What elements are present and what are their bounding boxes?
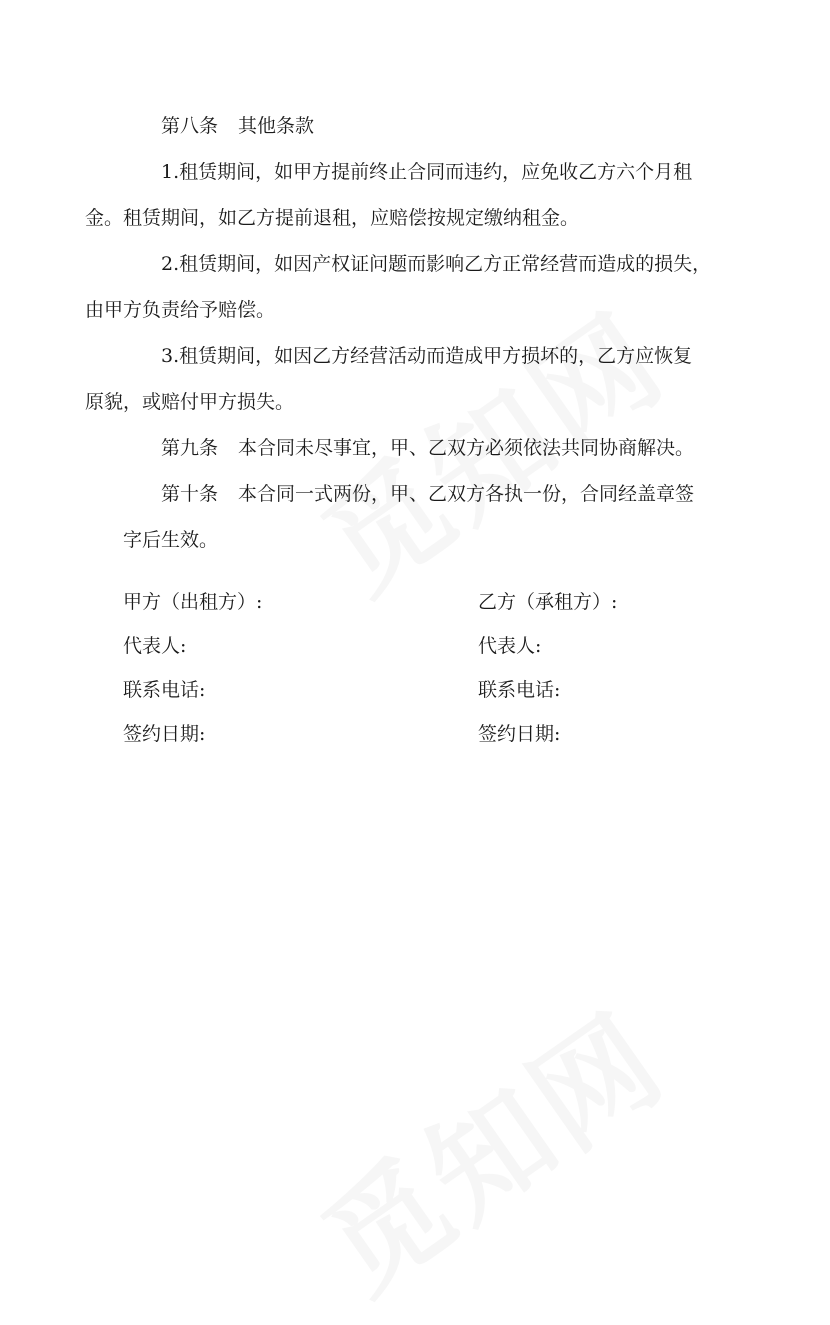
item-1-line-1: 1.租赁期间，如甲方提前终止合同而违约，应免收乙方六个月租	[161, 161, 693, 183]
item-2-line-2: 由甲方负责给予赔偿。	[85, 299, 276, 321]
signature-row-date	[123, 712, 713, 756]
party-b-sign-date: 签约日期:	[478, 723, 561, 745]
article-9-text: 本合同未尽事宜，甲、乙双方必须依法共同协商解决。	[238, 437, 695, 459]
article-8-heading	[123, 103, 713, 149]
signature-row-phone	[123, 668, 713, 712]
article-8-number: 第八条	[161, 115, 219, 137]
item-3-line-1: 3.租赁期间，如因乙方经营活动而造成甲方损坏的，乙方应恢复	[161, 345, 693, 367]
article-8-item-1	[85, 149, 713, 241]
article-10-number: 第十条	[161, 483, 219, 505]
article-8-title: 其他条款	[238, 115, 315, 137]
item-1-line-2: 金。租赁期间，如乙方提前退租，应赔偿按规定缴纳租金。	[85, 207, 580, 229]
party-a-sign-date: 签约日期:	[123, 723, 206, 745]
party-b-label: 乙方（承租方）:	[478, 591, 618, 613]
article-10-text-line-2: 字后生效。	[123, 529, 219, 551]
signature-block	[123, 580, 713, 756]
article-9	[123, 425, 713, 471]
article-8-item-3	[85, 333, 713, 425]
signature-row-representative	[123, 624, 713, 668]
party-b-phone: 联系电话:	[478, 679, 561, 701]
article-9-number: 第九条	[161, 437, 219, 459]
party-a-label: 甲方（出租方）:	[123, 591, 263, 613]
party-b-representative: 代表人:	[478, 635, 542, 657]
article-10	[123, 471, 713, 563]
watermark	[285, 967, 693, 1325]
party-a-representative: 代表人:	[123, 635, 187, 657]
contract-body	[85, 103, 713, 563]
article-10-text-line-1: 本合同一式两份，甲、乙双方各执一份，合同经盖章签	[238, 483, 695, 505]
signature-row-party	[123, 580, 713, 624]
item-2-line-1: 2.租赁期间，如因产权证问题而影响乙方正常经营而造成的损失，	[161, 253, 712, 275]
item-3-line-2: 原貌，或赔付甲方损失。	[85, 391, 295, 413]
party-a-phone: 联系电话:	[123, 679, 206, 701]
article-8-item-2	[85, 241, 713, 333]
